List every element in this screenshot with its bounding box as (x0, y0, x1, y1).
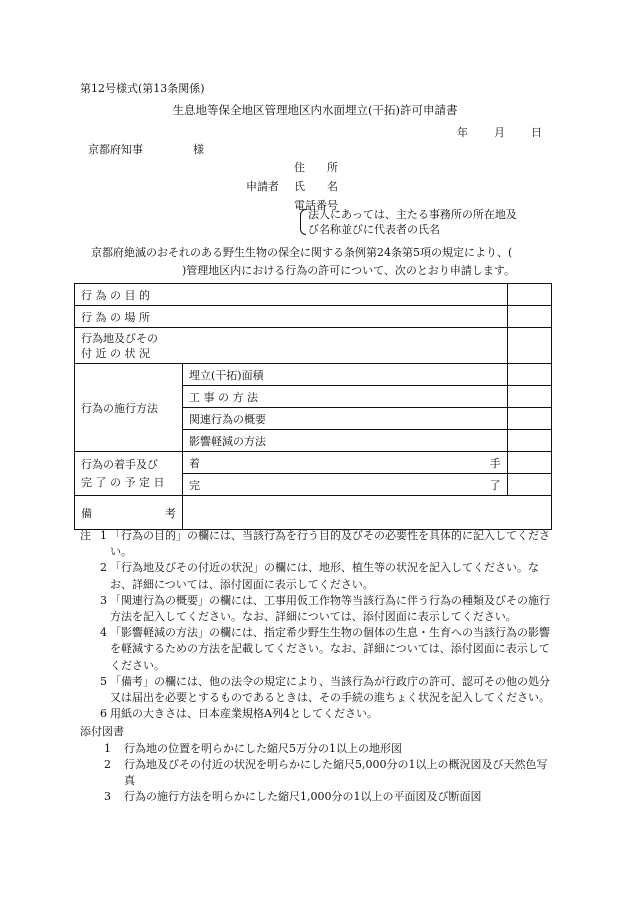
note-number: 1 (100, 529, 107, 542)
note-item (80, 706, 552, 722)
attachment-item (80, 757, 552, 789)
note-number: 5 (100, 674, 107, 688)
remarks-label-2: 考 (165, 506, 176, 520)
note-item (80, 560, 552, 592)
application-statement (80, 244, 550, 280)
place-field[interactable] (507, 306, 551, 328)
note-text: 用紙の大きさは、日本産業規格A列4としてください。 (110, 707, 378, 721)
schedule-label-line-2: 完 了 の 予 定 日 (81, 475, 165, 489)
name-label: 氏 名 (294, 180, 338, 193)
end-label (183, 474, 508, 496)
note-item (80, 593, 552, 625)
remarks-field[interactable] (183, 496, 552, 530)
attachment-item (80, 789, 552, 805)
note-number: 2 (100, 561, 107, 575)
purpose-field[interactable] (507, 284, 551, 306)
method-mitigation-field[interactable] (507, 430, 551, 452)
statement-line-2: )管理地区内における行為の許可について、次のとおり申請します。 (182, 264, 515, 277)
note-number: 4 (100, 626, 107, 640)
note-item (80, 674, 552, 706)
attachment-number: 3 (104, 790, 111, 804)
method-related-label: 関連行為の概要 (183, 408, 508, 430)
date-year: 年 (457, 126, 468, 139)
note-text: 「行為の目的」の欄には、当該行為を行う目的及びその必要性を具体的に記入してください。 (110, 529, 550, 559)
attachments-head: 添付図書 (80, 725, 124, 739)
note-text: 「関連行為の概要」の欄には、工事用仮工作物等当該行為に伴う行為の種類及びその施行方法を記入してください。なお、詳細については、添付図面に表示してください。 (110, 593, 550, 624)
start-field[interactable] (507, 452, 551, 474)
address-label: 住 所 (294, 161, 338, 174)
note-text: 「行為地及びその付近の状況」の欄には、地形、植生等の状況を記入してください。なお、詳細については、添付図面に表示してください。 (110, 561, 539, 591)
method-area-field[interactable] (507, 364, 551, 386)
attachment-text: 行為地の位置を明らかにした縮尺5万分の1以上の地形図 (124, 741, 402, 755)
method-label: 行為の施行方法 (75, 364, 183, 452)
note-item (80, 528, 552, 560)
date-month: 月 (494, 126, 505, 139)
method-related-field[interactable] (507, 408, 551, 430)
applicant-label: 申請者 (246, 180, 279, 193)
method-area-label: 埋立(干拓)面積 (183, 364, 508, 386)
attachment-text: 行為の施行方法を明らかにした縮尺1,000分の1以上の平面図及び断面図 (124, 790, 482, 804)
start-label-1: 着 (189, 456, 200, 470)
end-label-1: 完 (189, 478, 200, 492)
purpose-label: 行 為 の 目 的 (75, 284, 508, 306)
corporation-note (300, 207, 517, 237)
note-text: 「備考」の欄には、他の法令の規定により、当該行為が行政庁の許可、認可その他の処分又は届出を必要とするものであるときは、その手続の進ちょく状況を記入してください。 (110, 674, 550, 705)
remarks-label (75, 496, 183, 530)
schedule-label-line-1: 行為の着手及び (81, 457, 158, 471)
start-label-2: 手 (489, 456, 501, 470)
attachment-item (80, 741, 552, 757)
remarks-label-1: 備 (81, 506, 92, 520)
application-form-table (74, 283, 552, 530)
schedule-label (75, 452, 183, 496)
statement-line-1: 京都府絶滅のおそれのある野生生物の保全に関する条例第24条第5項の規定により、( (91, 246, 513, 259)
situation-label (75, 328, 508, 364)
situation-label-line-1: 行為地及びその (81, 331, 158, 345)
start-label (183, 452, 508, 474)
end-label-2: 了 (489, 478, 501, 492)
note-text: 「影響軽減の方法」の欄には、指定希少野生生物の個体の生息・生育への当該行為の影響を軽減するための方法を記載してください。なお、詳細については、添付図面に表示してください。 (110, 626, 550, 672)
date-day: 日 (531, 126, 542, 139)
corp-note-line-2: び名称並びに代表者の氏名 (308, 223, 440, 236)
addressee-name: 京都府知事 (88, 143, 143, 156)
form-number: 第12号様式(第13条関係) (80, 82, 205, 95)
end-field[interactable] (507, 474, 551, 496)
note-number: 3 (100, 593, 107, 607)
document-title: 生息地等保全地区管理地区内水面埋立(干拓)許可申請書 (172, 103, 458, 117)
attachment-number: 2 (104, 757, 111, 771)
addressee (88, 141, 204, 157)
note-item (80, 625, 552, 674)
attachment-number: 1 (104, 741, 111, 755)
date-line (457, 124, 542, 140)
method-mitigation-label: 影響軽減の方法 (183, 430, 508, 452)
honorific: 様 (193, 143, 204, 156)
notes-head: 注 (80, 529, 91, 542)
corp-note-line-1: 法人にあっては、主たる事務所の所在地及 (308, 208, 517, 221)
attachment-text: 行為地及びその付近の状況を明らかにした縮尺5,000分の1以上の概況図及び天然色写真 (124, 757, 548, 788)
place-label: 行 為 の 場 所 (75, 306, 508, 328)
notes-section (80, 528, 552, 805)
phone-label: 電話番号 (294, 199, 338, 212)
situation-field[interactable] (507, 328, 551, 364)
situation-label-line-2: 付 近 の 状 況 (81, 346, 150, 360)
note-number: 6 (100, 707, 107, 721)
method-construction-label: 工 事 の 方 法 (183, 386, 508, 408)
method-construction-field[interactable] (507, 386, 551, 408)
